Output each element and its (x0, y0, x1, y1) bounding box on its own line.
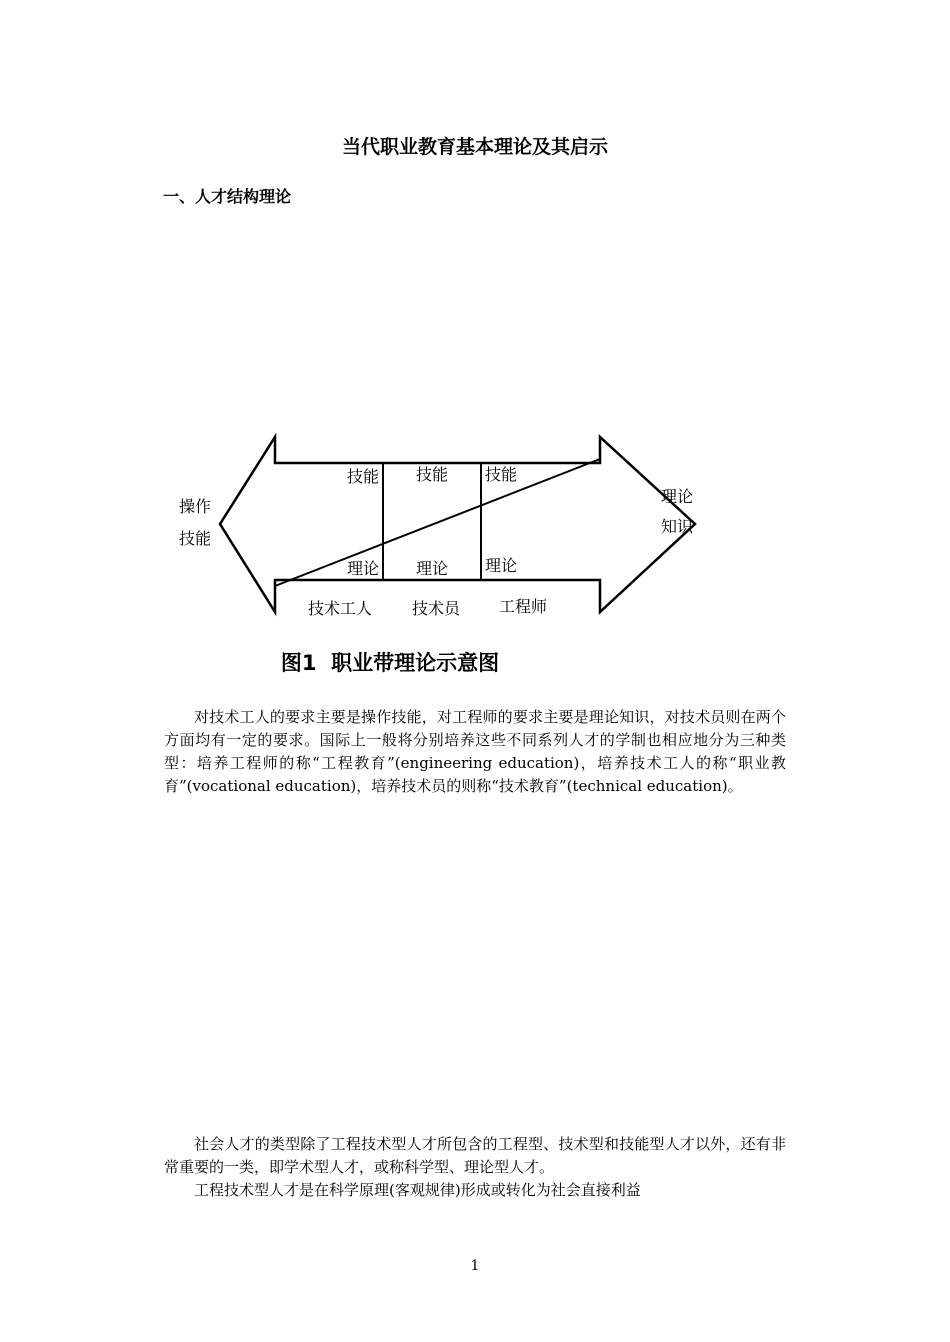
left-label-line1: 操作 (178, 497, 212, 516)
bottom-inner-label-3: 理论 (484, 556, 518, 575)
paragraph-3: 工程技术型人才是在科学原理(客观规律)形成或转化为社会直接利益 (194, 1181, 641, 1199)
document-title: 当代职业教育基本理论及其启示 (341, 136, 608, 158)
occupational-band-diagram (165, 432, 725, 682)
top-label-1: 技能 (346, 467, 380, 486)
right-label-line1: 理论 (660, 487, 694, 506)
bottom-inner-label-1: 理论 (346, 559, 380, 578)
left-label-line2: 技能 (178, 529, 212, 548)
paragraph-1: 对技术工人的要求主要是操作技能，对工程师的要求主要是理论知识，对技术员则在两个方面均有一定的要求。国际上一般将分别培养这些不同系列人才的学制也相应地分为三种类型：培养工程师的称“工程教育”(engineering education)，培养技术工人的称“职业教育”(vocational education)，培养技术员的则称“技术教育”(technical education)。 (164, 708, 786, 795)
section-heading: 一、人才结构理论 (163, 187, 292, 206)
diagram-arrow-outline (220, 437, 695, 612)
top-label-2: 技能 (415, 465, 449, 484)
bottom-inner-label-2: 理论 (415, 559, 449, 578)
category-label-2: 技术员 (411, 599, 461, 618)
figure-caption: 图1 职业带理论示意图 (280, 651, 500, 675)
right-label-line2: 知识 (660, 517, 694, 536)
category-label-3: 工程师 (498, 597, 548, 616)
page-number: 1 (470, 1258, 480, 1274)
category-label-1: 技术工人 (307, 599, 373, 618)
top-label-3: 技能 (484, 465, 518, 484)
paragraph-2: 社会人才的类型除了工程技术型人才所包含的工程型、技术型和技能型人才以外，还有非常重要的一类，即学术型人才，或称科学型、理论型人才。 (164, 1135, 786, 1176)
